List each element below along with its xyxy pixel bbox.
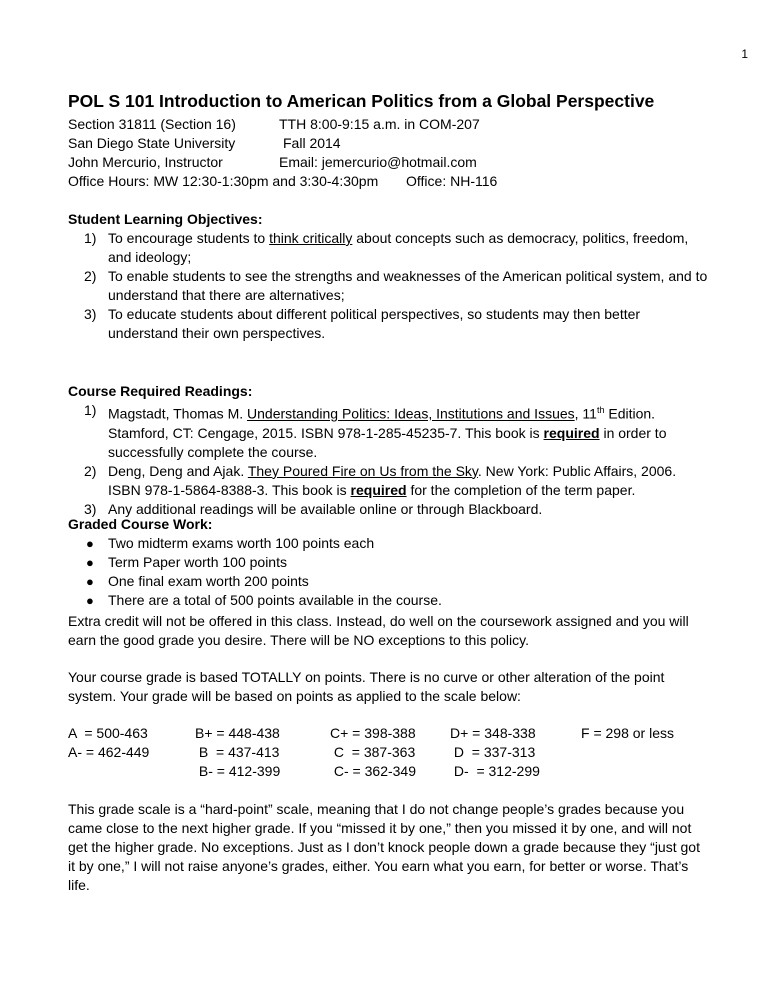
list-item: 3) To educate students about different political perspectives, so students may then better understand their own perspectives. (84, 306, 641, 341)
book-title: They Poured Fire on Us from the Sky (247, 462, 478, 479)
grade-column-f: F = 298 or less (581, 725, 674, 741)
list-item: 3) Any additional readings will be available online or through Blackboard. (84, 500, 543, 517)
objectives-heading: Student Learning Objectives: (68, 211, 263, 227)
schedule-info: TTH 8:00-9:15 a.m. in COM-207 (279, 116, 480, 132)
office-hours: Office Hours: MW 12:30-1:30pm and 3:30-4:30pm (68, 173, 379, 189)
list-item: 2) To enable students to see the strengths and weaknesses of the American political system, and to understand that there are alternatives; (84, 268, 708, 303)
list-item: ● There are a total of 500 points available in the course. (86, 592, 442, 608)
grading-intro-paragraph: Your course grade is based TOTALLY on points. There is no curve or other alteration of the point system. Your grade will be based on points as applied to the scale below: (68, 669, 665, 704)
bullet-icon: ● (86, 536, 94, 551)
list-item: ● Term Paper worth 100 points (86, 554, 287, 570)
required-label: required (350, 481, 407, 498)
coursework-list (68, 534, 708, 610)
course-code: POL S 101 (68, 91, 155, 111)
list-item: 2) Deng, Deng and Ajak. They Poured Fire on Us from the Sky. New York: Public Affairs, 2006. ISBN 978-1-5864-8388-3. This book is required for the completion of the term paper. (84, 462, 677, 498)
term-info: Fall 2014 (283, 135, 341, 151)
section-info: Section 31811 (Section 16) (68, 116, 236, 132)
list-item: 1) To encourage students to think critically about concepts such as democracy, politics, freedom, and ideology; (84, 230, 689, 265)
list-item: 1) Magstadt, Thomas M. Understanding Politics: Ideas, Institutions and Issues, 11th Edition. Stamford, CT: Cengage, 2015. ISBN 978-1-285-45235-7. This book is required in order to successfully complete the course. (84, 402, 667, 460)
emphasis-text: think critically (269, 230, 353, 246)
course-name: Introduction to American Politics from a Global Perspective (159, 91, 655, 111)
required-label: required (543, 424, 600, 441)
instructor-email: Email: jemercurio@hotmail.com (279, 154, 477, 170)
grade-column-a: A = 500-463 A- = 462-449 (68, 725, 150, 760)
page-number: 1 (741, 47, 748, 61)
bullet-icon: ● (86, 593, 94, 608)
readings-list (68, 401, 708, 519)
objectives-list (68, 229, 708, 343)
readings-heading: Course Required Readings: (68, 383, 253, 399)
extra-credit-paragraph: Extra credit will not be offered in this class. Instead, do well on the coursework assigned and you will earn the good grade you desire. There will be NO exceptions to this policy. (68, 613, 689, 648)
office-location: Office: NH-116 (406, 173, 498, 189)
list-item: ● One final exam worth 200 points (86, 573, 309, 589)
hard-point-paragraph: This grade scale is a “hard-point” scale, meaning that I do not change people’s grades because you came close to the next higher grade. If you “missed it by one,” then you missed it by one, and will not get the higher grade. No exceptions. Just as I don’t knock people down a grade because they “just got it by one,” I will not raise anyone’s grades, either. You earn what you earn, for better or worse. That’s life. (68, 801, 700, 893)
grade-column-b: B+ = 448-438 B = 437-413 B- = 412-399 (195, 725, 281, 779)
objectives-section (68, 210, 708, 343)
instructor-name: John Mercurio, Instructor (68, 154, 223, 170)
grade-column-c: C+ = 398-388 C = 387-363 C- = 362-349 (330, 725, 416, 779)
coursework-heading: Graded Course Work: (68, 516, 213, 532)
coursework-section (68, 515, 708, 610)
readings-section (68, 382, 708, 519)
course-title (68, 91, 654, 112)
grade-column-d: D+ = 348-338 D = 337-313 D- = 312-299 (450, 725, 540, 779)
university-name: San Diego State University (68, 135, 236, 151)
bullet-icon: ● (86, 555, 94, 570)
bullet-icon: ● (86, 574, 94, 589)
list-item: ● Two midterm exams worth 100 points each (86, 535, 375, 551)
book-title: Understanding Politics: Ideas, Institutions and Issues (247, 405, 575, 422)
